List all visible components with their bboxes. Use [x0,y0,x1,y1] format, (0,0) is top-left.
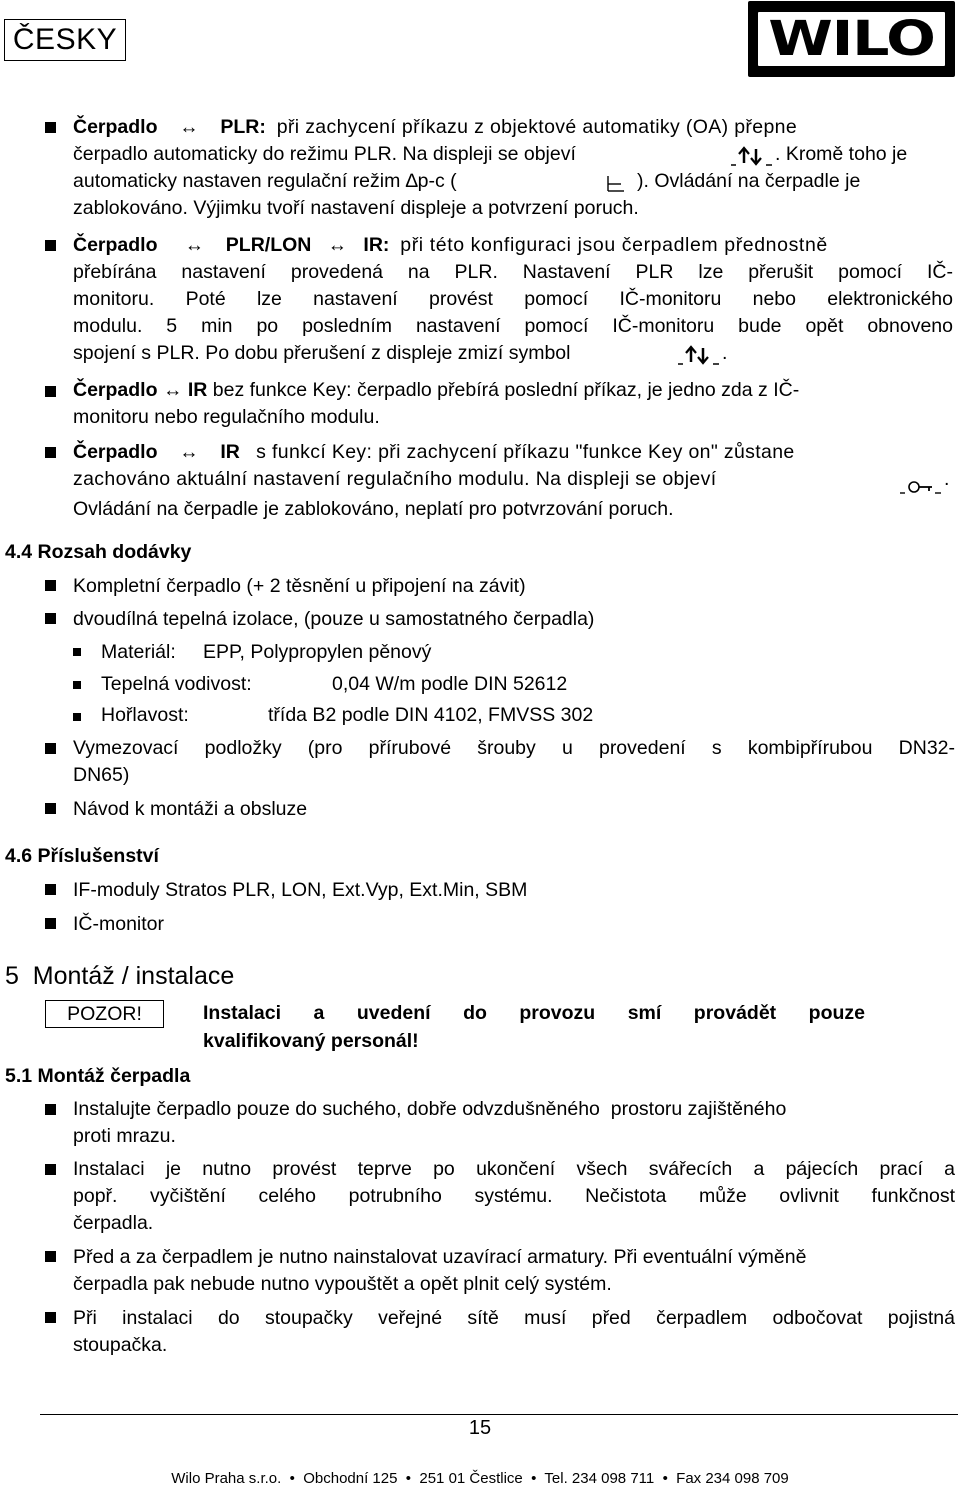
warning-text-line1: Instalaci a uvedení do provozu smí provádět pouze [203,1002,865,1024]
square-bullet-icon [45,1104,56,1115]
control-mode-icon [604,174,628,194]
para2-line2: přebírána nastavení provedená na PLR. Nastavení PLR lze přerušit pomocí IČ- [73,261,953,283]
para4-line1: Čerpadlo ↔ IR s funkcí Key: při zachycení příkazu "funkce Key on" zůstane [73,441,795,463]
small-square-bullet-icon [73,681,81,689]
list-item: Instalujte čerpadlo pouze do suchého, dobře odvzdušněného prostoru zajištěného [73,1098,787,1120]
list-item: Před a za čerpadlem je nutno nainstalovat uzavírací armatury. Při eventuální výměně [73,1246,807,1268]
para2-line5a: spojení s PLR. Po dobu přerušení z displeje zmizí symbol [73,342,571,364]
heading-5: 5 Montáž / instalace [5,962,235,990]
square-bullet-icon [45,122,56,133]
sublist-value: třída B2 podle DIN 4102, FMVSS 302 [268,704,594,726]
sublist-value: EPP, Polypropylen pěnový [203,641,432,663]
heading-4-4: 4.4 Rozsah dodávky [5,541,192,563]
square-bullet-icon [45,743,56,754]
para4-line3: Ovládání na čerpadle je zablokováno, neplatí pro potvrzování poruch. [73,498,674,520]
para2-line4: modulu. 5 min po posledním nastavení pomocí IČ-monitoru bude opět obnoveno [73,315,953,337]
para2-line3: monitoru. Poté lze nastavení provést pomocí IČ-monitoru nebo elektronického [73,288,953,310]
key-icon [898,477,944,497]
page-number: 15 [468,1417,492,1439]
para2-line1: Čerpadlo ↔ PLR/LON ↔ IR: při této konfiguraci jsou čerpadlem přednostně [73,234,828,256]
square-bullet-icon [45,1251,56,1262]
para4-line2b: . [944,468,950,490]
square-bullet-icon [45,884,56,895]
small-square-bullet-icon [73,648,81,656]
warning-text-line2: kvalifikovaný personál! [203,1030,419,1052]
list-item: Vymezovací podložky (pro přírubové šrouby u provedení s kombipřírubou DN32- [73,737,955,759]
list-item: IF-moduly Stratos PLR, LON, Ext.Vyp, Ext.Min, SBM [73,879,528,901]
list-item: dvoudílná tepelná izolace, (pouze u samostatného čerpadla) [73,608,595,630]
square-bullet-icon [45,803,56,814]
list-item: Instalaci je nutno provést teprve po ukončení všech svářecích a pájecích prací a [73,1158,955,1180]
sublist-label: Materiál: [101,641,176,663]
list-item-continued: DN65) [73,764,130,786]
square-bullet-icon [45,447,56,458]
list-item: IČ-monitor [73,913,165,935]
square-bullet-icon [45,918,56,929]
para1-line2a: čerpadlo automaticky do režimu PLR. Na displeji se objeví [73,143,576,165]
list-item: Kompletní čerpadlo (+ 2 těsnění u připojení na závit) [73,575,526,597]
square-bullet-icon [45,1312,56,1323]
para1-line2b: . Kromě toho je [775,143,908,165]
list-item: Při instalaci do stoupačky veřejné sítě musí před čerpadlem odbočovat pojistná [73,1307,955,1329]
para3-line1: Čerpadlo ↔ IR bez funkce Key: čerpadlo přebírá poslední příkaz, je jedno zda z IČ- [73,379,800,401]
para1-line3b: ). Ovládání na čerpadle je [637,170,861,192]
square-bullet-icon [45,240,56,251]
updown-arrows-icon [729,145,775,167]
updown-arrows-icon [676,344,722,366]
list-item-continued: čerpadla. [73,1212,154,1234]
para2-line5b: . [722,342,728,364]
sublist-value: 0,04 W/m podle DIN 52612 [332,673,568,695]
sublist-label: Hořlavost: [101,704,189,726]
square-bullet-icon [45,1164,56,1175]
warning-label: POZOR! [45,1000,164,1028]
para1-line4: zablokováno. Výjimku tvoří nastavení displeje a potvrzení poruch. [73,197,639,219]
list-item-continued: stoupačka. [73,1334,168,1356]
small-square-bullet-icon [73,713,81,721]
square-bullet-icon [45,613,56,624]
footer-divider [40,1414,958,1415]
list-item-continued: čerpadla pak nebude nutno vypouštět a opět plnit celý systém. [73,1273,612,1295]
list-item: Návod k montáži a obsluze [73,798,308,820]
heading-4-6: 4.6 Příslušenství [5,845,159,867]
list-item-continued: proti mrazu. [73,1125,176,1147]
footer-address: Wilo Praha s.r.o. • Obchodní 125 • 251 01 Čestlice • Tel. 234 098 711 • Fax 234 098 709 [171,1470,789,1487]
para3-line2: monitoru nebo regulačního modulu. [73,406,380,428]
square-bullet-icon [45,580,56,591]
language-label: ČESKY [4,19,126,61]
heading-5-1: 5.1 Montáž čerpadla [5,1065,191,1087]
sublist-label: Tepelná vodivost: [101,673,252,695]
wilo-logo [748,1,955,77]
para4-line2a: zachováno aktuální nastavení regulačního modulu. Na displeji se objeví [73,468,717,490]
para1-line3a: automaticky nastaven regulační režim ∆p-c ( [73,170,457,192]
list-item-continued: popř. vyčištění celého potrubního systému. Nečistota může ovlivnit funkčnost [73,1185,955,1207]
logo-text: WILO [768,11,935,67]
square-bullet-icon [45,386,56,397]
para1-line1: Čerpadlo ↔ PLR: při zachycení příkazu z objektové automatiky (OA) přepne [73,116,798,138]
